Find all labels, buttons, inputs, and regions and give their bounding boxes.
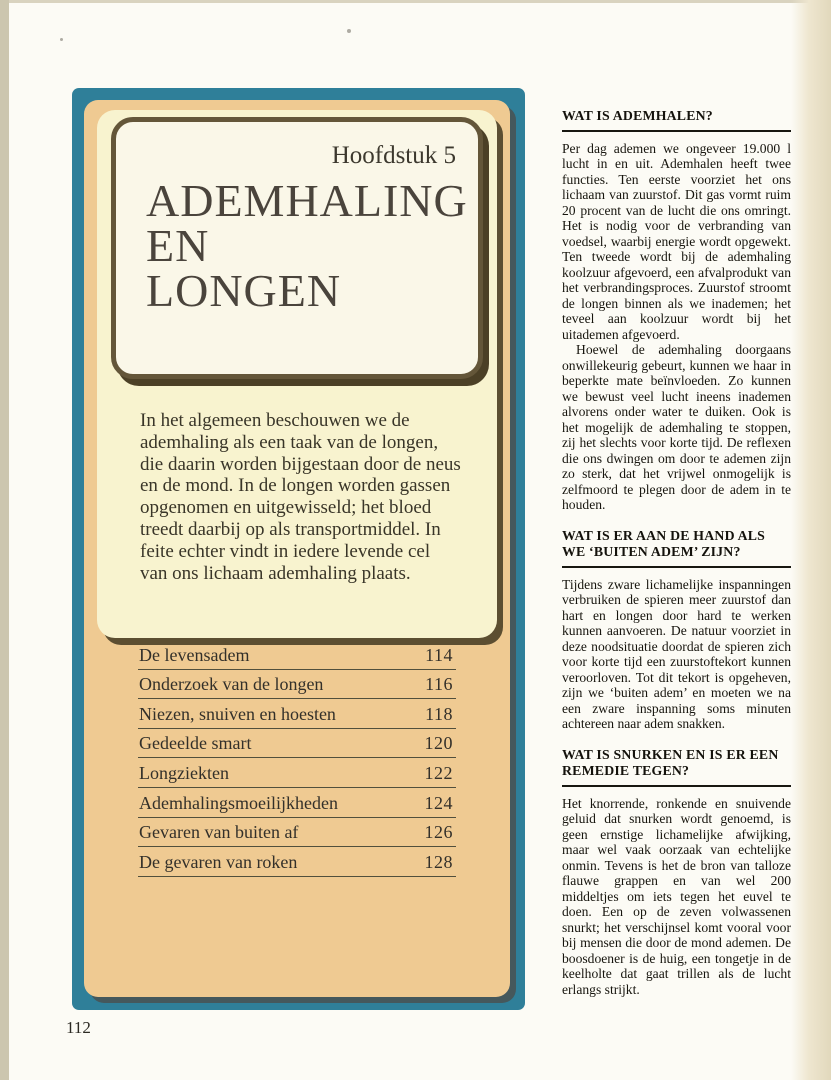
chapter-panel <box>72 88 525 1010</box>
chapter-title-line: ADEMHALING <box>146 175 468 226</box>
article-paragraph: Tijdens zware lichamelijke inspanningen verbruiken de spieren meer zuurstof dan hart en longen door hard te werken kunnen aanvoeren. De natuur voorziet in deze noodsituatie doordat de spieren zich voor korte tijd een zuurstoftekort kunnen veroorloven. Tot dit tekort is opgeheven, zijn we ‘buiten adem’ en moeten we na een zware inspanning soms minuten achtereen naar adem snakken. <box>562 576 791 731</box>
chapter-title-line: LONGEN <box>146 265 342 316</box>
scan-edge-right <box>791 0 831 1080</box>
page-number: 112 <box>66 1018 91 1037</box>
scan-edge-top <box>0 0 831 3</box>
toc-item <box>138 670 456 700</box>
toc-item-label: De gevaren van roken <box>139 851 298 872</box>
chapter-intro: In het algemeen beschouwen we de ademhaling als een taak van de longen, die daarin worden bijgestaan door de neus en de mond. In de longen worden gassen opgenomen en uitgewisseld; het bloed treedt daarbij op als transportmiddel. In feite echter vindt in iedere levende cel van ons lichaam ademhaling plaats. <box>140 410 461 584</box>
toc-item <box>138 758 456 788</box>
toc-item-page: 118 <box>425 703 453 724</box>
toc-item-page: 128 <box>424 851 453 872</box>
toc-item-page: 126 <box>424 822 453 843</box>
toc-item-label: De levensadem <box>139 644 250 665</box>
toc-item-label: Gedeelde smart <box>139 733 252 754</box>
toc-item-label: Onderzoek van de longen <box>139 674 324 695</box>
toc-item-label: Ademhalingsmoeilijkheden <box>139 792 338 813</box>
article-wat-is-ademhalen <box>562 108 791 513</box>
chapter-panel-inner <box>84 100 510 997</box>
toc-item <box>138 788 456 818</box>
chapter-title-card <box>111 117 483 379</box>
article-heading: WAT IS ADEMHALEN? <box>562 108 713 123</box>
article-snurken <box>562 747 791 998</box>
toc-item <box>138 818 456 848</box>
chapter-kicker: Hoofdstuk 5 <box>331 142 456 169</box>
chapter-card-backing <box>97 110 497 638</box>
toc-item <box>138 699 456 729</box>
chapter-title-line: EN <box>146 220 210 271</box>
toc-item <box>138 847 456 877</box>
article-heading: WAT IS SNURKEN EN IS ER EEN REMEDIE TEGEN? <box>562 746 779 778</box>
chapter-title <box>116 175 478 316</box>
toc-item-page: 116 <box>425 674 453 695</box>
heading-rule <box>562 785 791 787</box>
article-paragraph: Het knorrende, ronkende en snuivende geluid dat snurken wordt genoemd, is geen ernstige lichamelijke afwijking, maar wel vaak oorzaak van echtelijke onmin. Tevens is het de bron van talloze flauwe grappen en van wel 200 middeltjes om iets tegen het euvel te doen. Een op de zeven volwassenen snurkt; het verschijnsel komt vooral voor bij mensen die door de mond ademen. De boosdoener is de huig, een tongetje in de keelholte dat gaat trillen als de lucht erlangs strijkt. <box>562 795 791 997</box>
article-buiten-adem <box>562 528 791 732</box>
article-paragraph: Per dag ademen we ongeveer 19.000 l lucht in en uit. Ademhalen heeft twee functies. Ten eerste voorziet het ons lichaam van zuurstof. Dit gas vormt ruim 20 procent van de lucht die ons omringt. Het is nodig voor de verbranding van voedsel, waarbij energie wordt opgewekt. Ten tweede wordt bij de ademhaling koolzuur afgevoerd, een afvalprodukt van het verbrandingsproces. Zuurstof stroomt de longen binnen als we inademen; het teveel aan koolzuur wordt bij het uitademen afgevoerd. <box>562 140 791 342</box>
toc-item-label: Longziekten <box>139 762 229 783</box>
table-of-contents <box>138 640 456 877</box>
article-paragraph: Hoewel de ademhaling doorgaans onwillekeurig gebeurt, kunnen we haar in beperkte mate beïnvloeden. Zo kunnen we bewust veel lucht ineens inademen alvorens onder water te duiken. Ook is het mogelijk de ademhaling te stoppen, zij het slechts voor korte tijd. De reflexen die ons dwingen om door te ademen zijn zo sterk, dat het vrijwel onmogelijk is zelfmoord te plegen door de adem in te houden. <box>562 342 791 512</box>
toc-item-page: 122 <box>424 762 453 783</box>
toc-item-page: 124 <box>424 792 453 813</box>
scan-edge-left <box>0 0 9 1080</box>
scan-speck <box>60 38 63 41</box>
toc-item-label: Gevaren van buiten af <box>139 822 299 843</box>
toc-item-label: Niezen, snuiven en hoesten <box>139 703 336 724</box>
heading-rule <box>562 130 791 132</box>
toc-item-page: 120 <box>424 733 453 754</box>
heading-rule <box>562 566 791 568</box>
scan-speck <box>347 29 351 33</box>
article-column <box>562 108 791 997</box>
toc-item <box>138 640 456 670</box>
toc-item-page: 114 <box>425 644 453 665</box>
article-heading: WAT IS ER AAN DE HAND ALS WE ‘BUITEN ADEM’ ZIJN? <box>562 527 766 559</box>
toc-item <box>138 729 456 759</box>
